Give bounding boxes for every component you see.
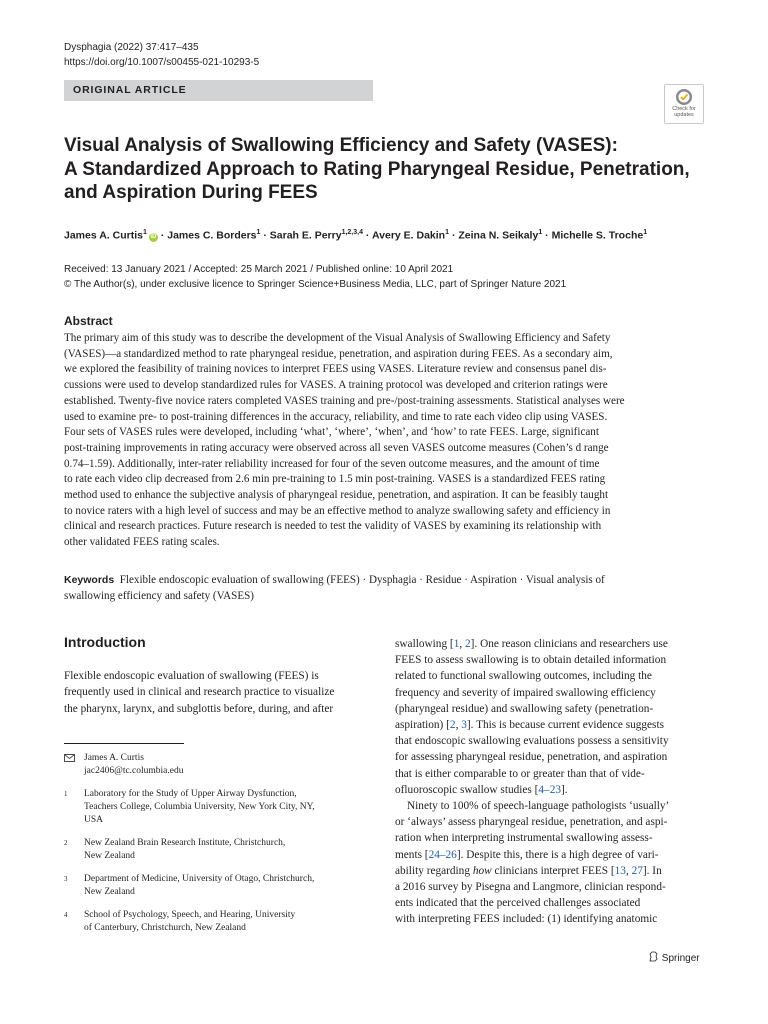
text-run: ]. Despite this, there is a high degree of vari-: [456, 848, 659, 861]
abstract-line: used to examine pre- to post-training differences in the accuracy, reliability, and time to rate each video clip using VASES.: [64, 410, 608, 423]
abstract-heading: Abstract: [64, 314, 113, 328]
author-affiliation-sup: 1: [643, 229, 648, 236]
affiliation-number: 4: [64, 911, 68, 919]
body-line: that endoscopic swallowing evaluations possess a sensitivity: [395, 735, 669, 748]
affiliation-footnote: [64, 873, 373, 899]
body-line: that is either comparable to or greater than that of vide-: [395, 767, 645, 780]
text-run: ].: [560, 783, 568, 796]
reference-link[interactable]: 3: [461, 719, 467, 732]
abstract-line: post-training improvements in rating accuracy were observed across all seven VASES outcome measures (Cohen’s d range: [64, 441, 609, 454]
abstract-body: [64, 331, 704, 551]
abstract-line: Four sets of VASES rules were developed, including ‘what’, ‘where’, ‘when’, and ‘how’ to rate FEES. Large, significant: [64, 426, 599, 439]
check-updates-line1: Check for: [672, 106, 696, 112]
copyright-line: © The Author(s), under exclusive licence to Springer Science+Business Media, LLC, part of Springer Nature 2021: [64, 279, 567, 290]
article-type-bar: [64, 80, 373, 101]
author-affiliation-sup: 1: [142, 229, 147, 236]
body-line: ents indicated that the perceived challenges associated: [395, 897, 641, 910]
keywords-text: Flexible endoscopic evaluation of swallowing (FEES) · Dysphagia · Residue · Aspiration · Visual analysis of: [119, 574, 605, 586]
text-run: ]. This is because current evidence suggests: [466, 719, 664, 732]
author-affiliation-sup: 1: [256, 229, 261, 236]
affiliation-number: 1: [64, 790, 68, 798]
abstract-line: (VASES)—a standardized method to rate pharyngeal residue, penetration, and aspiration during FEES. As a secondary aim,: [64, 347, 613, 360]
reference-link[interactable]: 2: [449, 719, 456, 732]
body-line: frequency and severity of impaired swallowing efficiency: [395, 686, 656, 699]
author-name[interactable]: Avery E. Dakin: [371, 229, 446, 242]
author-name[interactable]: Michelle S. Troche: [551, 229, 644, 242]
affiliation-line: School of Psychology, Speech, and Hearing, University: [84, 910, 296, 920]
affiliation-line: Laboratory for the Study of Upper Airway Dysfunction,: [84, 789, 297, 799]
affiliation-footnote: [64, 837, 373, 863]
body-line: (pharyngeal residue) and swallowing safety (penetration-: [395, 702, 654, 715]
abstract-line: 0.74–1.59). Additionally, inter-rater reliability increased for four of the seven outcome measures, and the amount of time: [64, 457, 600, 470]
publication-dates: Received: 13 January 2021 / Accepted: 25 March 2021 / Published online: 10 April 2021: [64, 264, 454, 275]
journal-citation: Dysphagia (2022) 37:417–435: [64, 42, 199, 53]
body-line: [395, 717, 704, 733]
title-line: A Standardized Approach to Rating Pharyngeal Residue, Penetration,: [64, 158, 690, 180]
reference-link[interactable]: 2: [465, 638, 471, 650]
email-icon: [64, 754, 75, 762]
check-for-updates-button[interactable]: [664, 84, 704, 124]
author-affiliation-sup: 1,2,3,4: [341, 229, 363, 236]
author-separator: ·: [365, 229, 370, 242]
affiliation-line: New Zealand: [84, 887, 135, 897]
body-line: the pharynx, larynx, and subglottis before, during, and after: [64, 702, 334, 715]
affiliation-line: USA: [84, 815, 104, 825]
affiliation-line: New Zealand: [84, 851, 135, 861]
abstract-line: cussions were used to develop standardized rules for VASES. A training protocol was developed and criterion ratings were: [64, 379, 608, 392]
affiliation-line: Teachers College, Columbia University, New York City, NY,: [84, 802, 315, 812]
text-run: ,: [455, 719, 462, 732]
body-line: [395, 782, 704, 798]
emphasis-text: how: [472, 864, 492, 877]
check-for-updates-icon: [675, 88, 693, 106]
reference-link[interactable]: 13: [614, 864, 626, 877]
keywords-label: Keywords: [64, 574, 115, 586]
title-line: and Aspiration During FEES: [64, 182, 318, 203]
body-line: frequently used in clinical and research practice to visualize: [64, 686, 335, 699]
article-type-label: ORIGINAL ARTICLE: [73, 84, 187, 96]
body-line: a 2016 survey by Pisegna and Langmore, clinician respond-: [395, 881, 666, 894]
springer-horse-icon: [648, 951, 659, 962]
body-line: [395, 847, 704, 863]
abstract-line: to rate each video clip decreased from 2.6 min pre-training to 1.5 min post-training. VASES is a standardized FEES rating: [64, 473, 606, 486]
text-run: ofluoroscopic swallow studies [: [395, 783, 539, 796]
body-line: Flexible endoscopic evaluation of swallowing (FEES) is: [64, 670, 319, 682]
affiliation-number: 2: [64, 839, 68, 847]
abstract-line: method used to enhance the subjective analysis of pharyngeal residue, penetration, and aspiration. It can be feasibly taught: [64, 489, 609, 502]
text-run: ments [: [395, 848, 429, 861]
affiliation-line: of Canterbury, Christchurch, New Zealand: [84, 923, 246, 933]
text-run: ,: [625, 864, 632, 877]
text-run: ]. One reason clinicians and researchers use: [470, 638, 668, 650]
body-line: Ninety to 100% of speech-language pathologists ‘usually’: [407, 800, 670, 813]
abstract-line: we explored the feasibility of training novices to interpret FEES using VASES. Literature review and consensus panel dis-: [64, 363, 607, 376]
check-updates-line2: updates: [674, 112, 694, 118]
keywords-line: [64, 572, 704, 588]
reference-link[interactable]: 27: [631, 864, 643, 877]
author-separator: ·: [160, 229, 165, 242]
body-line: ration when interpreting instrumental swallowing assess-: [395, 832, 653, 845]
affiliation-footnote: [64, 909, 373, 935]
footnote-divider: [64, 743, 184, 744]
doi-link[interactable]: https://doi.org/10.1007/s00455-021-10293-5: [64, 57, 260, 68]
author-name[interactable]: James C. Borders: [167, 229, 257, 242]
text-run: ,: [459, 638, 465, 650]
publisher-name: Springer: [661, 953, 700, 964]
author-separator: ·: [451, 229, 456, 242]
text-run: aspiration) [: [395, 719, 450, 732]
correspondence-name: James A. Curtis: [84, 753, 144, 763]
body-line: or ‘always’ assess pharyngeal residue, penetration, and aspi-: [395, 816, 668, 829]
author-affiliation-sup: 1: [445, 229, 450, 236]
body-line: related to functional swallowing outcomes, including the: [395, 670, 652, 683]
footnotes: [64, 752, 373, 945]
author-name[interactable]: James A. Curtis: [64, 229, 143, 242]
author-name[interactable]: Sarah E. Perry: [269, 229, 342, 242]
introduction-paragraph-left: [64, 668, 373, 717]
title-line: Visual Analysis of Swallowing Efficiency and Safety (VASES):: [64, 135, 618, 156]
affiliation-footnote: [64, 788, 373, 827]
orcid-icon[interactable]: iD: [150, 233, 157, 240]
correspondence-footnote: [64, 752, 373, 778]
reference-link[interactable]: 4–23: [538, 783, 561, 796]
body-line: for assessing pharyngeal residue, penetration, and aspiration: [395, 751, 668, 764]
publisher-mark: [648, 951, 700, 966]
introduction-column-right: [395, 636, 704, 928]
abstract-line: other validated FEES rating scales.: [64, 536, 220, 549]
author-separator: ·: [545, 229, 549, 242]
text-run: ability regarding: [395, 864, 473, 877]
author-list: [64, 225, 724, 244]
affiliation-number: 3: [64, 875, 68, 883]
text-run: swallowing [: [395, 638, 454, 650]
text-run: ]. In: [642, 864, 662, 877]
body-line: FEES to assess swallowing is to obtain detailed information: [395, 654, 667, 667]
keywords-text: swallowing efficiency and safety (VASES): [64, 590, 254, 602]
abstract-line: established. Twenty-five novice raters completed VASES training and pre-/post-training assessments. Statistical analyses were: [64, 394, 625, 407]
author-name[interactable]: Zeina N. Seikaly: [458, 229, 539, 242]
abstract-line: The primary aim of this study was to describe the development of the Visual Analysis of Swallowing Efficiency and Safety: [64, 332, 611, 344]
affiliation-line: New Zealand Brain Research Institute, Christchurch,: [84, 838, 286, 848]
journal-meta: [64, 40, 259, 70]
article-history: [64, 262, 566, 292]
author-affiliation-sup: 1: [538, 229, 543, 236]
body-line: with interpreting FEES included: (1) identifying anatomic: [395, 913, 658, 926]
reference-link[interactable]: 1: [453, 638, 460, 650]
correspondence-email[interactable]: jac2406@tc.columbia.edu: [84, 766, 184, 776]
author-separator: ·: [263, 229, 267, 242]
reference-link[interactable]: 24–26: [428, 848, 457, 861]
article-title: [64, 134, 704, 205]
body-line: [395, 636, 704, 652]
affiliation-line: Department of Medicine, University of Otago, Christchurch,: [84, 874, 315, 884]
keywords-block: [64, 572, 704, 604]
body-line: [395, 863, 704, 879]
abstract-line: clinical and research practices. Future research is needed to test the validity of VASES by examining its relationship with: [64, 520, 602, 533]
abstract-line: to novice raters with a high level of success and may be an effective method to analyze swallowing safety and efficiency in: [64, 504, 611, 517]
text-run: clinicians interpret FEES [: [491, 864, 615, 877]
introduction-heading: Introduction: [64, 634, 146, 650]
